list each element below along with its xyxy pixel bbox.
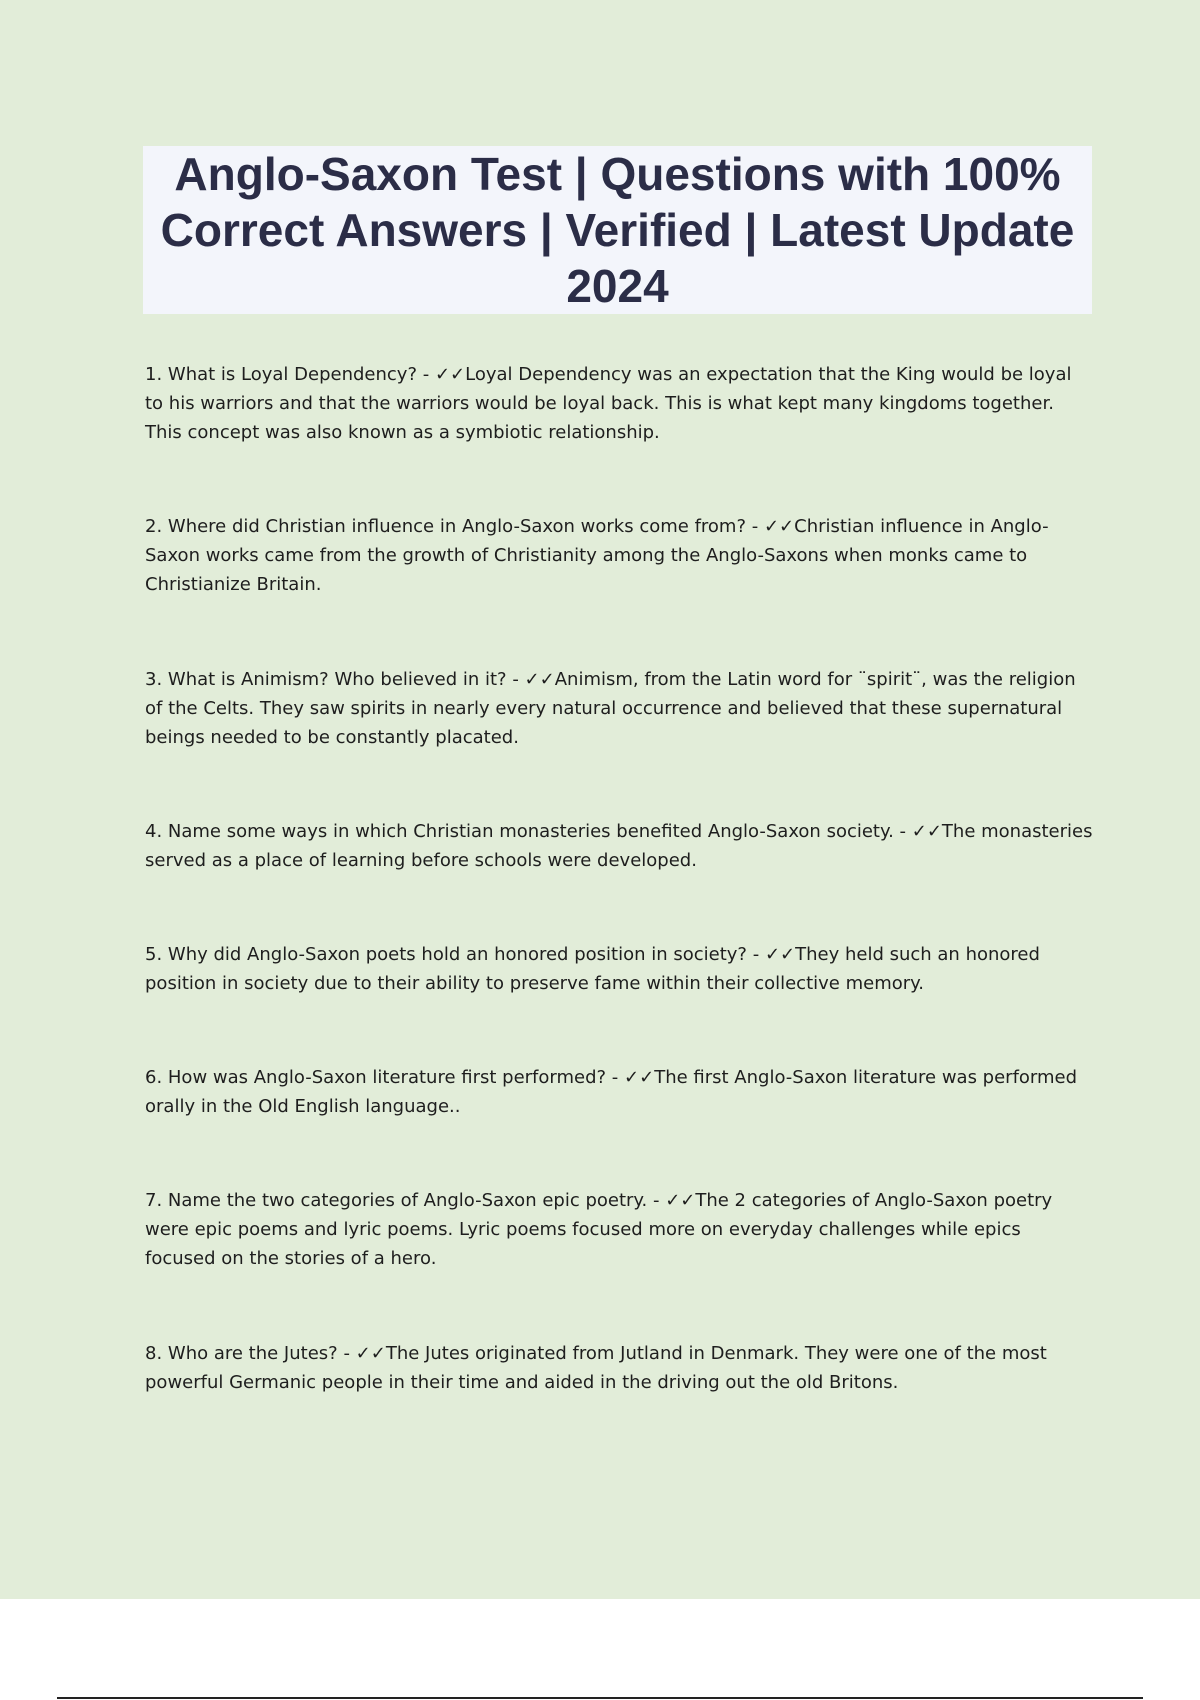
check-icon: ✓✓: [764, 944, 796, 965]
check-icon: ✓✓: [665, 1190, 696, 1211]
answer-text: They held such an honored position in society due to their ability to preserve fame within their collective memory.: [145, 944, 1040, 994]
check-icon: ✓✓: [911, 821, 942, 842]
question-text: 5. Why did Anglo-Saxon poets hold an honored position in society?: [145, 944, 747, 965]
answer-text: The 2 categories of Anglo-Saxon poetry were epic poems and lyric poems. Lyric poems focused more on everyday challenges while epics focused on the stories of a hero.: [145, 1190, 1053, 1269]
qa-item-7: [145, 1186, 1095, 1273]
qa-item-2: [145, 512, 1095, 599]
check-icon: ✓✓: [763, 516, 795, 537]
qa-item-8: [145, 1339, 1095, 1397]
check-icon: ✓✓: [355, 1343, 386, 1364]
separator: -: [746, 944, 765, 965]
check-icon: ✓✓: [524, 669, 555, 690]
question-text: 3. What is Animism? Who believed in it?: [145, 669, 507, 690]
answer-text: The first Anglo-Saxon literature was performed orally in the Old English language..: [145, 1067, 1078, 1117]
qa-item-3: [145, 665, 1095, 752]
question-text: 2. Where did Christian influence in Anglo-Saxon works come from?: [145, 516, 747, 537]
document-title: Anglo-Saxon Test | Questions with 100% Correct Answers | Verified | Latest Update 2024: [160, 148, 1075, 312]
separator: -: [506, 669, 525, 690]
separator: -: [647, 1190, 666, 1211]
separator: -: [606, 1067, 625, 1088]
question-text: 1. What is Loyal Dependency?: [145, 364, 417, 385]
separator: -: [746, 516, 764, 537]
separator: -: [893, 821, 912, 842]
qa-item-6: [145, 1063, 1095, 1121]
question-text: 8. Who are the Jutes?: [145, 1343, 338, 1364]
separator: -: [337, 1343, 356, 1364]
question-text: 7. Name the two categories of Anglo-Saxon epic poetry.: [145, 1190, 648, 1211]
answer-text: The monasteries served as a place of learning before schools were developed.: [145, 821, 1093, 871]
qa-item-5: [145, 940, 1095, 998]
question-text: 4. Name some ways in which Christian monasteries benefited Anglo-Saxon society.: [145, 821, 894, 842]
footer-divider: [57, 1697, 1143, 1699]
answer-text: Christian influence in Anglo-Saxon works came from the growth of Christianity among the Anglo-Saxons when monks came to Christianize Britain.: [145, 516, 1049, 595]
answer-text: Loyal Dependency was an expectation that the King would be loyal to his warriors and that the warriors would be loyal back. This is what kept many kingdoms together. This concept was also known as a symbiotic relationship.: [145, 364, 1072, 443]
check-icon: ✓✓: [434, 364, 466, 385]
answer-text: The Jutes originated from Jutland in Denmark. They were one of the most powerful Germanic people in their time and aided in the driving out the old Britons.: [145, 1343, 1047, 1393]
question-text: 6. How was Anglo-Saxon literature first performed?: [145, 1067, 607, 1088]
title-banner: [143, 146, 1092, 314]
answer-text: Animism, from the Latin word for ¨spirit¨, was the religion of the Celts. They saw spirits in nearly every natural occurrence and believed that these supernatural beings needed to be constantly placated.: [145, 669, 1076, 748]
separator: -: [417, 364, 435, 385]
qa-item-1: [145, 360, 1095, 447]
check-icon: ✓✓: [624, 1067, 655, 1088]
qa-item-4: [145, 817, 1095, 875]
